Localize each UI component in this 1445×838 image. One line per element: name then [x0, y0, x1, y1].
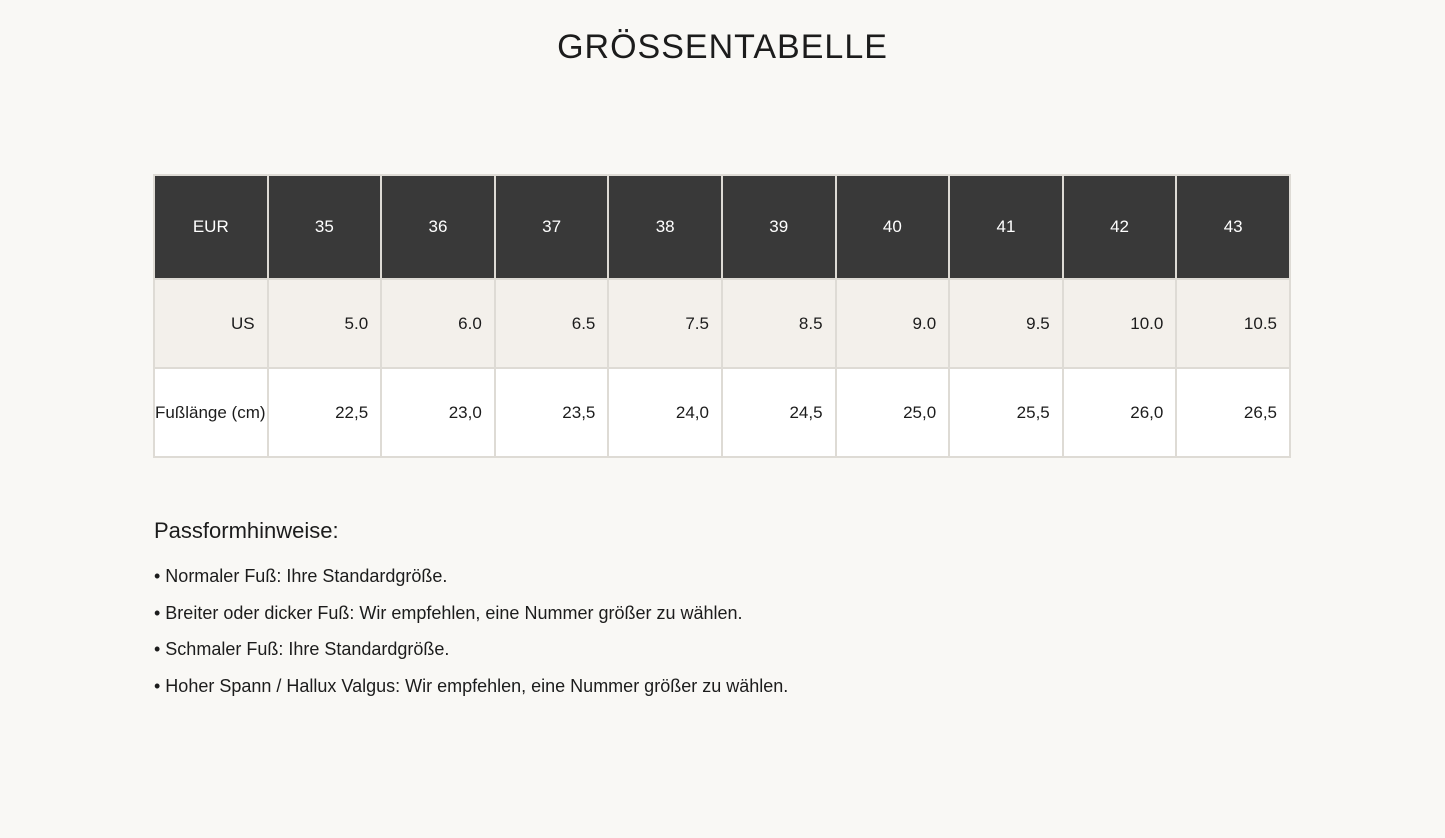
table-cell: 38 — [608, 175, 722, 279]
table-cell: 7.5 — [608, 279, 722, 368]
fit-notes — [154, 518, 1254, 712]
table-cell: 6.5 — [495, 279, 609, 368]
table-cell: 24,5 — [722, 368, 836, 457]
list-item: • Normaler Fuß: Ihre Standardgröße. — [154, 566, 448, 586]
table-cell: 26,5 — [1176, 368, 1290, 457]
row-label-foot-length: Fußlänge (cm) — [154, 368, 268, 457]
size-chart-table — [153, 174, 1291, 458]
table-cell: 41 — [949, 175, 1063, 279]
row-label-us: US — [154, 279, 268, 368]
row-label-eur: EUR — [154, 175, 268, 279]
list-item: • Breiter oder dicker Fuß: Wir empfehlen, eine Nummer größer zu wählen. — [154, 602, 743, 623]
table-cell: 6.0 — [381, 279, 495, 368]
table-row-foot-length — [154, 368, 1290, 457]
table-row-eur — [154, 175, 1290, 279]
table-cell: 37 — [495, 175, 609, 279]
table-cell: 22,5 — [268, 368, 382, 457]
list-item: • Schmaler Fuß: Ihre Standardgröße. — [154, 639, 450, 659]
table-cell: 8.5 — [722, 279, 836, 368]
list-item: • Hoher Spann / Hallux Valgus: Wir empfehlen, eine Nummer größer zu wählen. — [154, 675, 789, 696]
table-cell: 25,5 — [949, 368, 1063, 457]
table-cell: 23,0 — [381, 368, 495, 457]
table-cell: 25,0 — [836, 368, 950, 457]
table-cell: 40 — [836, 175, 950, 279]
table-cell: 9.0 — [836, 279, 950, 368]
table-cell: 39 — [722, 175, 836, 279]
table-cell: 24,0 — [608, 368, 722, 457]
table-row-us — [154, 279, 1290, 368]
table-cell: 35 — [268, 175, 382, 279]
table-cell: 36 — [381, 175, 495, 279]
fit-notes-heading: Passformhinweise: — [154, 518, 339, 543]
page-title: GRÖSSENTABELLE — [557, 28, 888, 66]
table-cell: 43 — [1176, 175, 1290, 279]
fit-notes-list — [154, 566, 1254, 696]
table-cell: 9.5 — [949, 279, 1063, 368]
table-cell: 10.0 — [1063, 279, 1177, 368]
table-cell: 26,0 — [1063, 368, 1177, 457]
table-cell: 23,5 — [495, 368, 609, 457]
table-cell: 42 — [1063, 175, 1177, 279]
table-cell: 10.5 — [1176, 279, 1290, 368]
table-cell: 5.0 — [268, 279, 382, 368]
